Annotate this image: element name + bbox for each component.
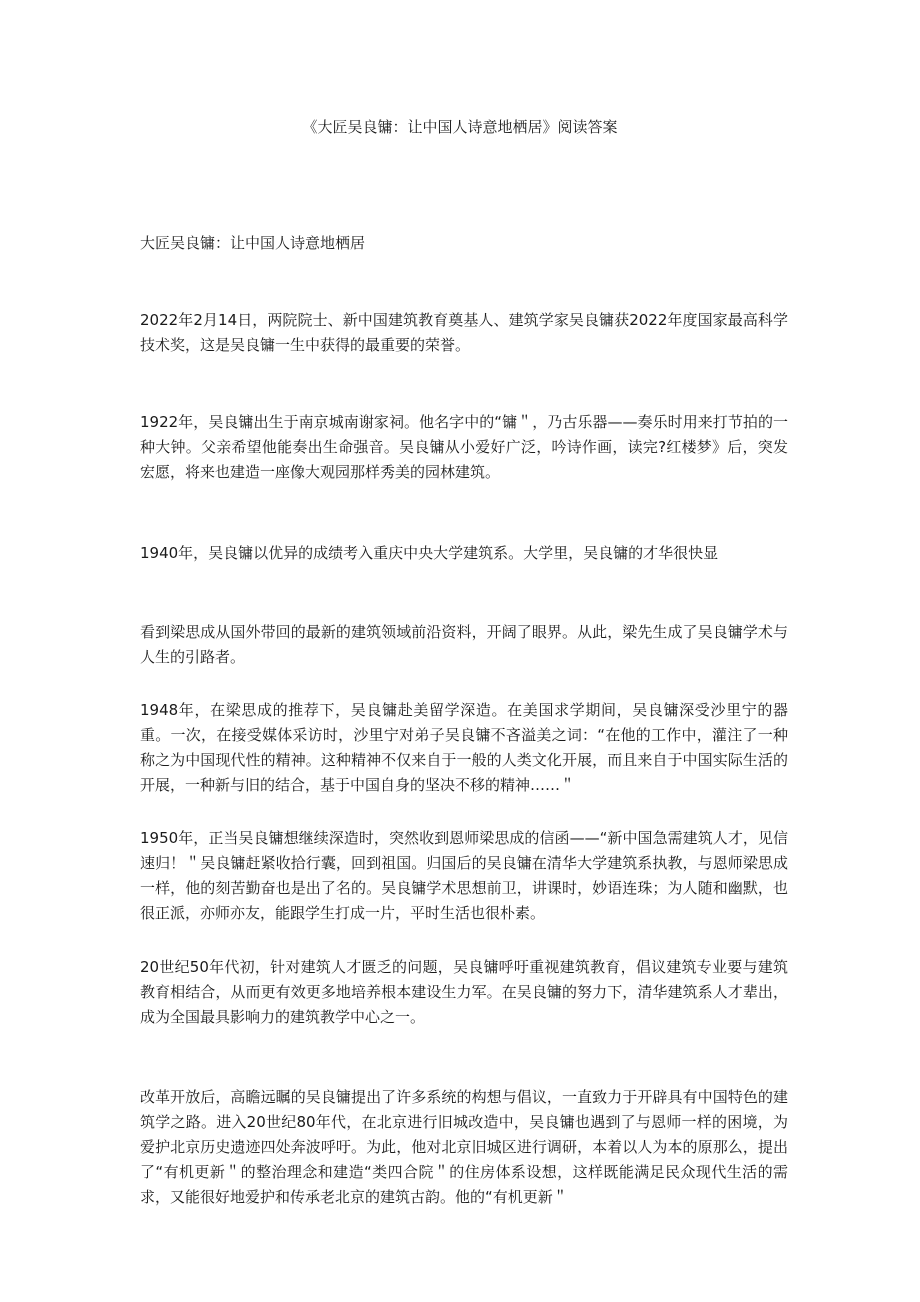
paragraph-8: 改革开放后，高瞻远瞩的吴良镛提出了许多系统的构想与倡议，一直致力于开辟具有中国特色的建筑学之路。进入20世纪80年代，在北京进行旧城改造中，吴良镛也遇到了与恩师一样的困境，为爱护北京历史遗迹四处奔波呼吁。为此，他对北京旧城区进行调研，本着以人为本的原那么，提出了“有机更新＂的整治理念和建造“类四合院＂的住房体系设想，这样既能满足民众现代生活的需求，又能很好地爱护和传承老北京的建筑古韵。他的“有机更新＂ [140,1088,788,1206]
paragraph-2: 1922年，吴良镛出生于南京城南谢家祠。他名字中的“镛＂，乃古乐器——奏乐时用来打节拍的一种大钟。父亲希望他能奏出生命强音。吴良镛从小爱好广泛，吟诗作画，读完?红楼梦》后，突发宏愿，将来也建造一座像大观园那样秀美的园林建筑。 [140,413,788,481]
paragraph-7: 20世纪50年代初，针对建筑人才匮乏的问题，吴良镛呼吁重视建筑教育，倡议建筑专业要与建筑教育相结合，从而更有效更多地培养根本建设生力军。在吴良镛的努力下，清华建筑系人才辈出，成为全国最具影响力的建筑教学中心之一。 [140,958,788,1026]
paragraph-6: 1950年，正当吴良镛想继续深造时，突然收到恩师梁思成的信函——“新中国急需建筑人才，见信速归！＂吴良镛赶紧收拾行囊，回到祖国。归国后的吴良镛在清华大学建筑系执教，与恩师梁思成一样，他的刻苦勤奋也是出了名的。吴良镛学术思想前卫，讲课时，妙语连珠；为人随和幽默，也很正派，亦师亦友，能跟学生打成一片，平时生活也很朴素。 [140,829,788,922]
paragraph-3: 1940年，吴良镛以优异的成绩考入重庆中央大学建筑系。大学里，吴良镛的才华很快显 [140,544,719,562]
paragraph-1: 2022年2月14日，两院院士、新中国建筑教育奠基人、建筑学家吴良镛获2022年度国家最高科学技术奖，这是吴良镛一生中获得的最重要的荣誉。 [140,311,788,354]
paragraph-5: 1948年，在梁思成的推荐下，吴良镛赴美留学深造。在美国求学期间，吴良镛深受沙里宁的器重。一次，在接受媒体采访时，沙里宁对弟子吴良镛不吝溢美之词：“在他的工作中，灌注了一种称之为中国现代性的精神。这种精神不仅来自于一般的人类文化开展，而且来自于中国实际生活的开展，一种新与旧的结合，基于中国自身的坚决不移的精神……＂ [140,701,788,794]
document-title: 《大匠吴良镛：让中国人诗意地栖居》阅读答案 [302,118,618,136]
paragraph-4: 看到梁思成从国外带回的最新的建筑领域前沿资料，开阔了眼界。从此，梁先生成了吴良镛学术与人生的引路者。 [140,623,788,666]
article-subtitle: 大匠吴良镛：让中国人诗意地栖居 [140,234,366,252]
